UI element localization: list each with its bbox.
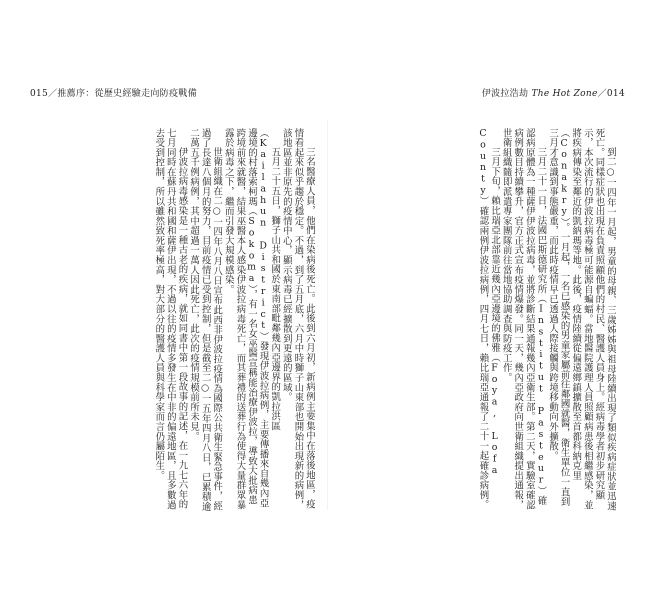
left-paragraph-4: 伊波拉病毒感染是一種古老的疾病，就如同書中第一段故事的記述，在一九七六年的七月同時在蘇丹共和國和薩伊出現，不過以往的疫情多發生在中非的偏遠地區，且多數過去受到控制，所以雖然致死率極高，對大部分的醫護人員與科學家而言仍屬陌生。 [153, 128, 188, 510]
header-book-title-english: The Hot Zone [531, 89, 598, 99]
header-left-running-title: 015／推薦序：從歷史經驗走向防疫戰備 [30, 89, 197, 99]
left-paragraph-2: 五月二十五日，獅子山共和國於東南部毗鄰幾內亞邊界的凱拉洪區（Kailahun District）發現伊波拉病例，主要傳播來自幾內亞邊境的村落索柯瑪（Sokoma），有一名女巫醫宣稱能治療伊波拉，導致大批病患跨境前來就醫，結果巫醫本人感染伊波拉病毒死亡，而其葬禮的送葬行為使得大量群眾暴露於病毒之下，繼而引發大規模感染。 [222, 128, 281, 510]
header-right-running-title [482, 86, 625, 99]
right-paragraph-3: 三月下旬，賴比瑞亞北部靠近幾內亞邊境的佛雅（Foya, Lofa County）確認兩例伊波拉病例，四月七日，賴比瑞亞通報了二十一起確診病例。 [477, 128, 501, 510]
right-paragraph-2: 三月二十一日，法國巴斯德研究所（Institut Pasteur）確認病原體為一種薩伊伊波拉病毒，並將診斷結果通報幾內亞衛生部。第二天，實驗室確認病例數目持續攀升，官方正式宣布疫情爆發。同一天，幾內亞政府向世衛組織提出通報，世衛組織隨即派遣專家團隊前往當地協助調查與防疫工作。 [500, 128, 547, 510]
left-paragraph-3: 世衛組織在二○一四年八月八日宣布此西非伊波拉疫情為國際公共衛生緊急事件，經過了長達八個月的努力，目前疫情已受到控制，但是截至二○一五年四月八日，已累積逾二萬五千例病例，其中超過一萬人因此死亡，此次的疫情規模前所未見。 [188, 128, 223, 512]
left-page-text [39, 128, 315, 512]
right-paragraph-1: 到二○一四年一月起，男童的母親、三歲姊姊與祖母陸續出現了類似疾病症狀並迅速死亡。同樣症狀也出現在負責照顧他們的村民、醫護人員身上。經病毒學者初步研究顯示，本次流行的伊波拉病毒極可能源自蝙蝠。當地醫院護理人員照顧病患後相繼感染，並將疾病傳染至鄰近的凱納瑪等地。此後，疫情陸續從偏遠鄉鎮擴散至首都科納克里（Conakry）。一月起，一名已感染的男童家屬前往鄰國就醫，衛生單位一直到三月才意識到事態嚴重，而此時疫情早已透過人際接觸與跨境移動向外擴散。 [547, 128, 616, 511]
right-page-text [344, 128, 616, 512]
header-page-number: ／014 [597, 89, 625, 99]
header-book-title: 伊波拉浩劫 [481, 89, 529, 99]
left-paragraph-1: 三名醫療人員，他們在染病後死亡。此後到六月初，新病例主要集中在落後地區，疫情看起來似乎趨於穩定。不過，到了五月底，六月中時獅子山東部也開始出現新的病例，該地區並非原先的疫情中心，顯示病毒已經擴散到更遠的區域。 [280, 128, 315, 510]
gutter-divider [327, 120, 328, 510]
